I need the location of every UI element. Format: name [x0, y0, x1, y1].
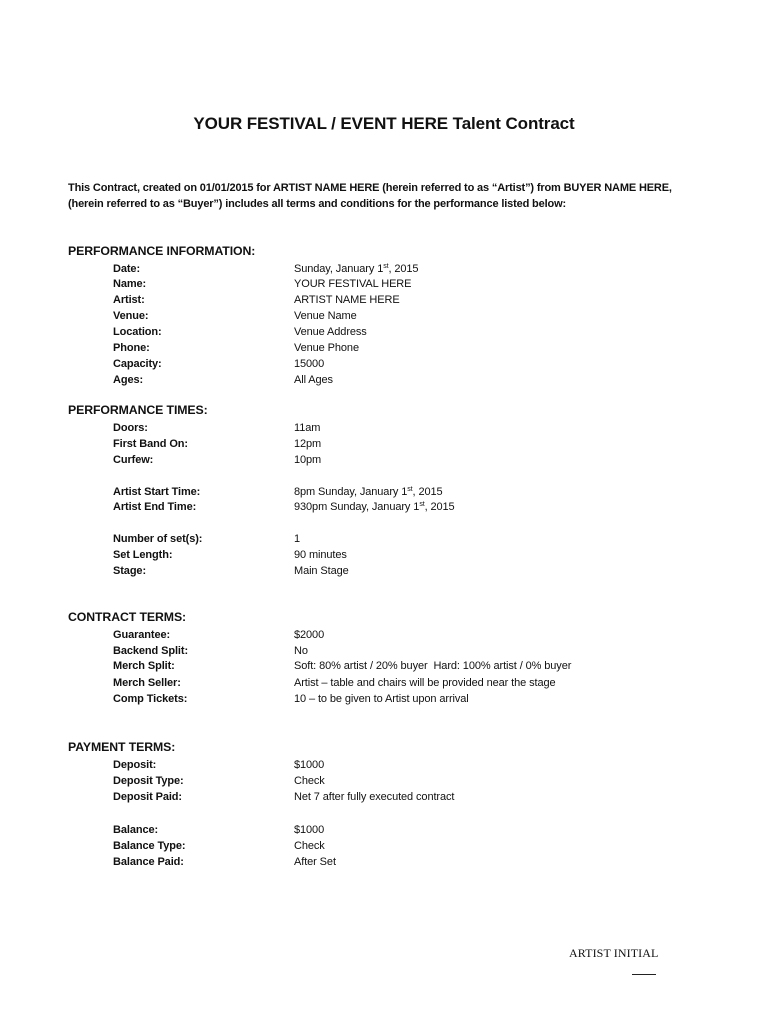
row-value: Venue Address — [294, 326, 367, 338]
row-value: ARTIST NAME HERE — [294, 294, 400, 306]
row-value: 8pm Sunday, January 1st, 2015 — [294, 486, 443, 498]
row-label: Phone: — [113, 342, 150, 354]
times-row-doors — [0, 420, 768, 436]
info-row-location — [0, 324, 768, 340]
row-value: 930pm Sunday, January 1st, 2015 — [294, 501, 455, 513]
row-value: No — [294, 645, 308, 657]
row-label: Capacity: — [113, 358, 162, 370]
row-label: Artist Start Time: — [113, 486, 201, 498]
row-label: Date: — [113, 263, 141, 275]
payment-row-balance-type — [0, 838, 768, 854]
row-value: Sunday, January 1st, 2015 — [294, 263, 419, 275]
row-label: Artist: — [113, 294, 145, 306]
row-label: Set Length: — [113, 549, 173, 561]
terms-row-merch-seller — [0, 675, 768, 691]
row-value: YOUR FESTIVAL HERE — [294, 278, 412, 290]
row-value: All Ages — [294, 374, 333, 386]
intro-line-1: This Contract, created on 01/01/2015 for ARTIST NAME HERE (herein referred to as “Artist”) from BUYER NAME HERE, — [68, 182, 672, 194]
row-value: $1000 — [294, 759, 325, 771]
row-value: 90 minutes — [294, 549, 347, 561]
terms-row-merch-split — [0, 658, 768, 674]
artist-initial-label: ARTIST INITIAL — [569, 946, 659, 960]
times-row-number-of-sets — [0, 531, 768, 547]
row-value: Check — [294, 840, 325, 852]
payment-terms-heading: PAYMENT TERMS: — [68, 740, 176, 754]
times-row-set-length — [0, 547, 768, 563]
row-label: Artist End Time: — [113, 501, 197, 513]
row-label: First Band On: — [113, 438, 188, 450]
contract-terms-heading: CONTRACT TERMS: — [68, 610, 187, 624]
row-value: Venue Phone — [294, 342, 359, 354]
terms-row-guarantee — [0, 627, 768, 643]
row-label: Balance Type: — [113, 840, 186, 852]
row-value: $2000 — [294, 629, 325, 641]
row-value: 12pm — [294, 438, 322, 450]
payment-row-deposit-paid — [0, 789, 768, 805]
row-value: Soft: 80% artist / 20% buyer Hard: 100% artist / 0% buyer — [294, 660, 572, 672]
terms-row-comp-tickets — [0, 691, 768, 707]
payment-row-deposit-type — [0, 773, 768, 789]
times-row-curfew — [0, 452, 768, 468]
row-value: Artist – table and chairs will be provided near the stage — [294, 677, 556, 689]
info-row-phone — [0, 340, 768, 356]
performance-info-heading: PERFORMANCE INFORMATION: — [68, 244, 256, 258]
row-value: 11am — [294, 422, 321, 434]
intro-line-2: (herein referred to as “Buyer”) includes all terms and conditions for the performance listed below: — [68, 198, 566, 210]
row-value: Net 7 after fully executed contract — [294, 791, 455, 803]
row-label: Comp Tickets: — [113, 693, 188, 705]
info-row-ages — [0, 372, 768, 388]
row-value: 10 – to be given to Artist upon arrival — [294, 693, 469, 705]
row-label: Name: — [113, 278, 147, 290]
times-row-stage — [0, 563, 768, 579]
row-label: Number of set(s): — [113, 533, 203, 545]
row-value: Check — [294, 775, 325, 787]
info-row-capacity — [0, 356, 768, 372]
payment-row-deposit — [0, 757, 768, 773]
row-value: 15000 — [294, 358, 325, 370]
row-label: Merch Seller: — [113, 677, 181, 689]
row-label: Curfew: — [113, 454, 154, 466]
row-label: Location: — [113, 326, 162, 338]
row-label: Balance Paid: — [113, 856, 184, 868]
intro-paragraph — [68, 180, 708, 212]
row-value: Venue Name — [294, 310, 357, 322]
payment-row-balance — [0, 822, 768, 838]
row-label: Deposit Type: — [113, 775, 184, 787]
performance-times-heading: PERFORMANCE TIMES: — [68, 403, 208, 417]
payment-row-balance-paid — [0, 854, 768, 870]
row-value: 10pm — [294, 454, 322, 466]
row-value: $1000 — [294, 824, 325, 836]
artist-initial-line — [632, 974, 656, 975]
row-label: Deposit Paid: — [113, 791, 182, 803]
info-row-artist — [0, 292, 768, 308]
times-row-first-band-on — [0, 436, 768, 452]
row-value: 1 — [294, 533, 301, 545]
info-row-venue — [0, 308, 768, 324]
document-title: YOUR FESTIVAL / EVENT HERE Talent Contract — [193, 114, 575, 133]
row-label: Guarantee: — [113, 629, 171, 641]
terms-row-backend-split — [0, 643, 768, 659]
row-label: Venue: — [113, 310, 149, 322]
row-label: Backend Split: — [113, 645, 189, 657]
row-label: Doors: — [113, 422, 148, 434]
row-label: Merch Split: — [113, 660, 175, 672]
row-label: Deposit: — [113, 759, 157, 771]
row-value: After Set — [294, 856, 336, 868]
row-value: Main Stage — [294, 565, 349, 577]
row-label: Balance: — [113, 824, 159, 836]
info-row-date — [0, 261, 768, 277]
times-row-artist-end — [0, 499, 768, 515]
times-row-artist-start — [0, 484, 768, 500]
info-row-name — [0, 276, 768, 292]
row-label: Ages: — [113, 374, 144, 386]
row-label: Stage: — [113, 565, 147, 577]
